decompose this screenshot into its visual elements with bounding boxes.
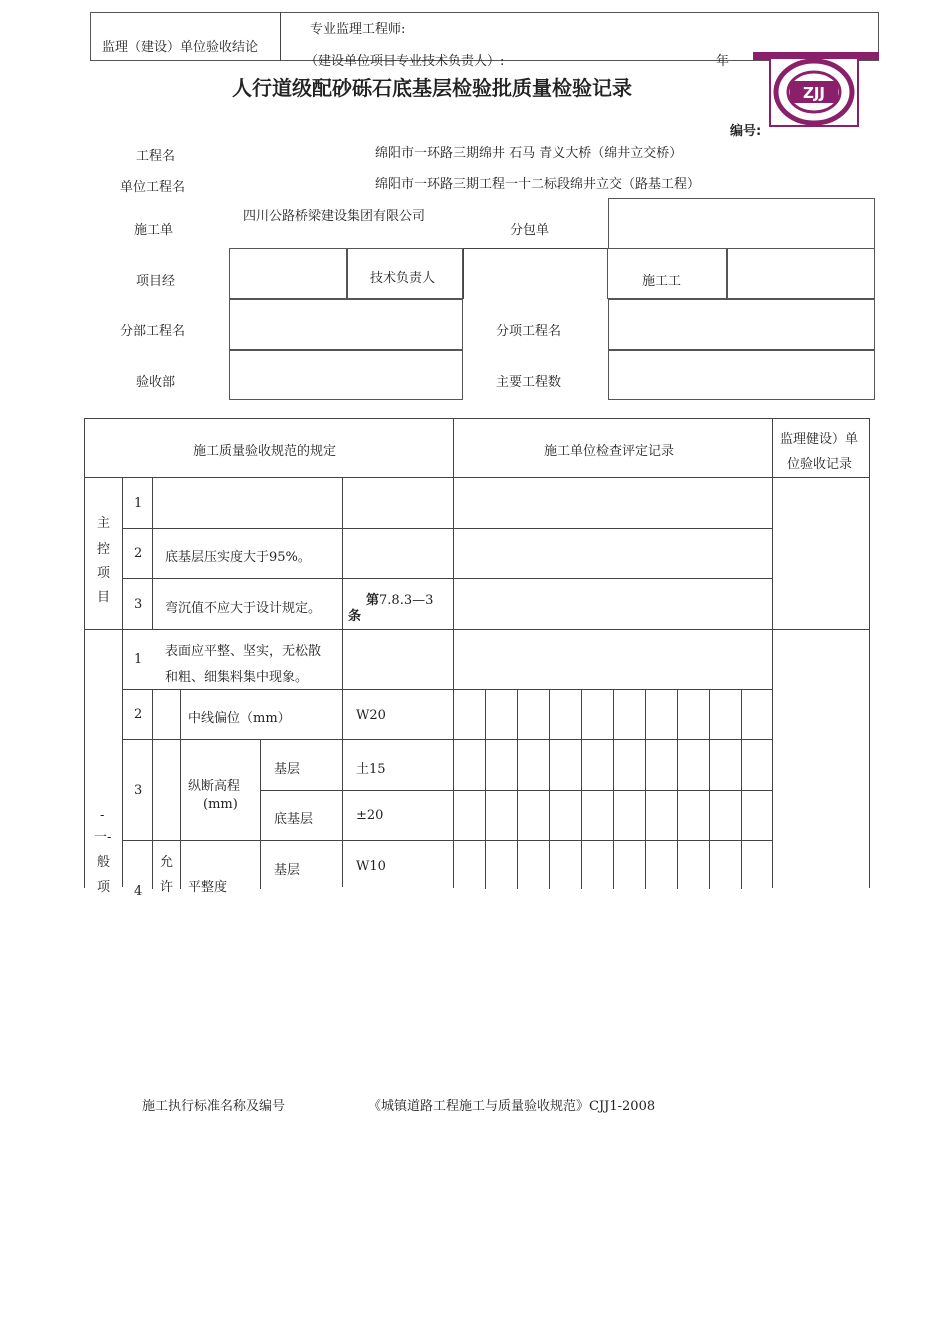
general-group-label: 般 [97, 855, 111, 870]
standard-value: 《城镇道路工程施工与质量验收规范》CJJ1-2008 [368, 1099, 656, 1114]
tech-lead-label: （建设单位项目专业技术负责人）: [305, 54, 505, 69]
project-manager-label: 项目经 [136, 274, 176, 289]
engineer-label: 专业监理工程师: [310, 22, 406, 37]
division-label: 分部工程名 [120, 324, 186, 339]
inspection-label: 验收部 [136, 375, 176, 390]
main-group-label: 控 [97, 542, 111, 557]
unit-project-label: 单位工程名 [120, 180, 186, 195]
row-number: 1 [134, 496, 143, 511]
row-text: 纵断高程 [188, 779, 241, 794]
svg-text:ZJJ: ZJJ [802, 84, 826, 102]
main-group-label: 项 [97, 566, 111, 581]
header-spec: 施工质量验收规范的规定 [193, 444, 337, 459]
row-text: 表面应平整、坚实，无松散 [165, 644, 322, 659]
row-sub: 基层 [274, 863, 301, 878]
row-number: 4 [134, 884, 143, 899]
foreman-label: 施工工 [642, 274, 682, 289]
contractor-value: 四川公路桥梁建设集团有限公司 [243, 209, 426, 224]
general-group-label: 项 [97, 880, 111, 895]
row-text: (mm) [203, 797, 238, 812]
row-limit: 土15 [356, 762, 386, 777]
year-label: 年 [716, 54, 730, 69]
row-text: 底基层压实度大于95%。 [165, 550, 311, 565]
row-limit: W20 [356, 708, 386, 723]
row-number: 2 [134, 707, 143, 722]
row-ref: 第7.8.3—3 [366, 593, 434, 608]
project-name-value: 绵阳市一环路三期绵井 石马 青义大桥（绵井立交桥） [375, 146, 683, 161]
unit-project-value: 绵阳市一环路三期工程一十二标段绵井立交（路基工程） [375, 177, 701, 192]
project-name-label: 工程名 [136, 149, 176, 164]
header-record: 施工单位检查评定记录 [544, 444, 675, 459]
row-limit: ±20 [356, 808, 384, 823]
tech-lead-label: 技术负责人 [370, 271, 436, 286]
header-supervision-2: 位验收记录 [787, 457, 853, 472]
row-sub: 基层 [274, 762, 301, 777]
subcontractor-label: 分包单 [510, 223, 550, 238]
main-group-label: 目 [97, 590, 111, 605]
row-number: 1 [134, 652, 143, 667]
conclusion-label: 监理（建设）单位验收结论 [102, 40, 259, 55]
row-number: 3 [134, 597, 143, 612]
row-text: 平整度 [188, 880, 228, 895]
row-ref-suffix: 条 [348, 609, 362, 624]
row-limit: W10 [356, 859, 386, 874]
standard-label: 施工执行标准名称及编号 [142, 1099, 286, 1114]
main-group-label: 主 [97, 516, 111, 531]
allow-label: 允 [160, 855, 174, 870]
general-group-label: 一- [94, 830, 112, 845]
row-text: 弯沉值不应大于设计规定。 [165, 601, 322, 616]
row-sub: 底基层 [274, 812, 314, 827]
allow-label: 许 [160, 880, 174, 895]
row-number: 2 [134, 546, 143, 561]
main-quantity-label: 主要工程数 [496, 375, 562, 390]
row-number: 3 [134, 783, 143, 798]
page-title: 人行道级配砂砾石底基层检验批质量检验记录 [232, 76, 632, 100]
number-label: 编号: [730, 124, 762, 139]
contractor-label: 施工单 [134, 223, 174, 238]
header-supervision: 监理健设）单 [780, 432, 859, 447]
subdivision-label: 分项工程名 [496, 324, 562, 339]
general-group-label: - [100, 808, 105, 823]
row-text: 和粗、细集料集中现象。 [165, 670, 309, 685]
row-text: 中线偏位（mm） [188, 711, 291, 726]
